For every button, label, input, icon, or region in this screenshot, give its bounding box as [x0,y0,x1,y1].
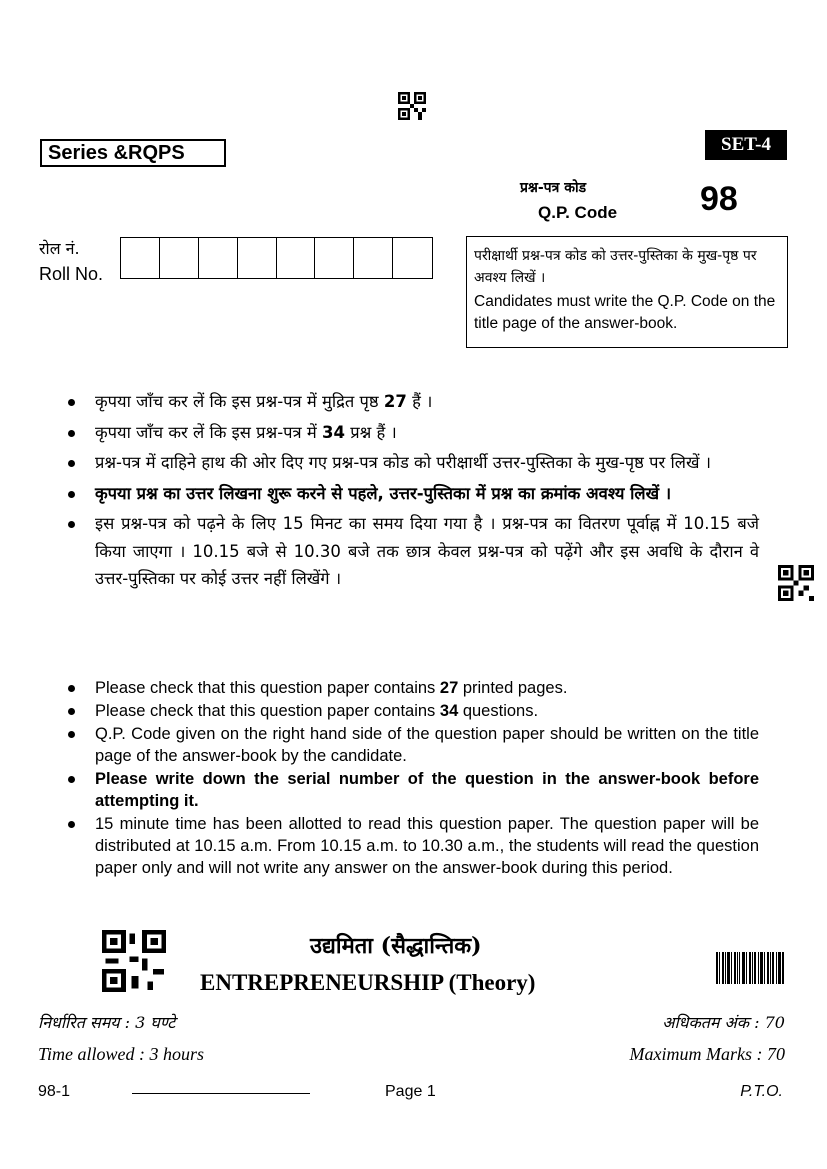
footer-page-number: Page 1 [385,1083,436,1100]
instruction-item: कृपया प्रश्न का उत्तर लिखना शुरू करने से पहले, उत्तर-पुस्तिका में प्रश्न का क्रमांक अवश्य लिखें । [64,480,759,508]
roll-digit-box[interactable] [315,238,354,278]
candidate-note-hindi: परीक्षार्थी प्रश्न-पत्र कोड को उत्तर-पुस्तिका के मुख-पृष्ठ पर अवश्य लिखें । [474,248,757,286]
roll-digit-box[interactable] [393,238,432,278]
qp-code-label-hindi: प्रश्न-पत्र कोड [520,180,587,196]
instruction-item: 15 minute time has been allotted to read this question paper. The question paper will be distributed at 10.15 a.m. From 10.15 a.m. to 10.30 a.m., the students will read the question paper only and will not write any answer on the answer-book during this period. [64,813,759,879]
time-allowed: Time allowed : 3 hours [38,1044,205,1064]
subject-title: ENTREPRENEURSHIP (Theory) [200,970,536,995]
instruction-item: इस प्रश्न-पत्र को पढ़ने के लिए 15 मिनट का समय दिया गया है । प्रश्न-पत्र का वितरण पूर्वाह्न में 10.15 बजे किया जाएगा । 10.15 बजे से 10.30 बजे तक छात्र केवल प्रश्न-पत्र को पढ़ेंगे और इस अवधि के दौरान वे उत्तर-पुस्तिका पर कोई उत्तर नहीं लिखेंगे । [64,510,759,593]
instructions-english [64,677,759,880]
instruction-item: कृपया जाँच कर लें कि इस प्रश्न-पत्र में मुद्रित पृष्ठ 27 हैं । [64,388,759,416]
roll-number-boxes[interactable] [120,237,433,279]
roll-digit-box[interactable] [199,238,238,278]
instruction-item: Q.P. Code given on the right hand side of the question paper should be written on the title page of the answer-book by the candidate. [64,723,759,767]
footer-pto: P.T.O. [740,1083,783,1100]
max-marks-hindi: अधिकतम अंक : 70 [662,1013,785,1032]
instruction-item: Please check that this question paper contains 27 printed pages. [64,677,759,699]
footer-paper-code: 98-1 [38,1083,71,1100]
instruction-item: कृपया जाँच कर लें कि इस प्रश्न-पत्र में 34 प्रश्न हैं । [64,419,759,447]
roll-label-hindi: रोल नं. [39,239,80,258]
instruction-item: प्रश्न-पत्र में दाहिने हाथ की ओर दिए गए प्रश्न-पत्र कोड को परीक्षार्थी उत्तर-पुस्तिका के मुख-पृष्ठ पर लिखें । [64,449,759,477]
instruction-item: Please check that this question paper contains 34 questions. [64,700,759,722]
roll-digit-box[interactable] [160,238,199,278]
instruction-item: Please write down the serial number of the question in the answer-book before attempting it. [64,768,759,812]
roll-digit-box[interactable] [121,238,160,278]
qp-code-number: 98 [700,180,738,218]
set-badge: SET-4 [705,130,787,160]
barcode-icon [716,952,784,984]
series-label: Series &RQPS [40,139,226,167]
roll-label: Roll No. [39,264,104,284]
qr-code-top [398,92,426,120]
time-allowed-hindi: निर्धारित समय : 3 घण्टे [38,1013,176,1032]
subject-title-hindi: उद्यमिता (सैद्धान्तिक) [310,933,482,959]
roll-digit-box[interactable] [277,238,316,278]
qp-code-label: Q.P. Code [538,203,618,222]
candidate-note-box [466,236,788,348]
qr-code-bottom [102,930,166,992]
roll-digit-box[interactable] [354,238,393,278]
max-marks: Maximum Marks : 70 [629,1044,785,1064]
roll-digit-box[interactable] [238,238,277,278]
qr-code-side [778,565,814,601]
footer-divider [132,1093,310,1094]
candidate-note-english: Candidates must write the Q.P. Code on the title page of the answer-book. [474,293,776,332]
instructions-hindi [64,388,759,596]
